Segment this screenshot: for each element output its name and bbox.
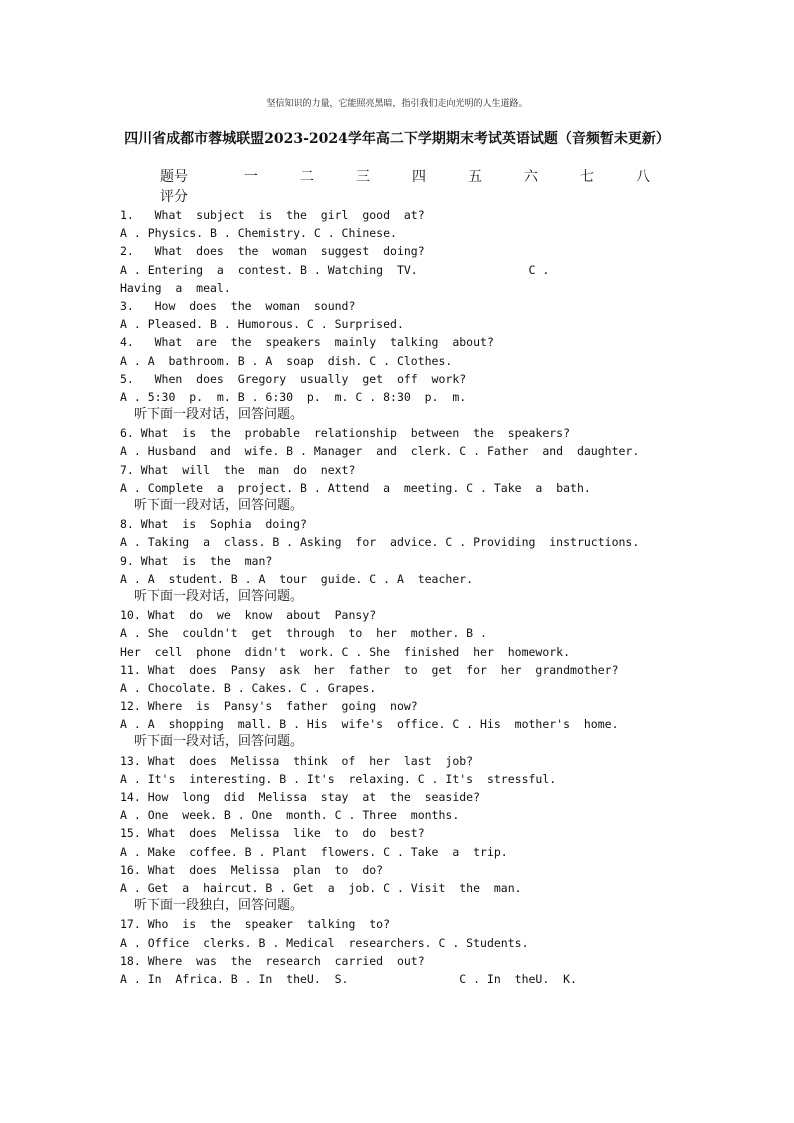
question-body bbox=[120, 206, 720, 988]
score-label-score: 评分 bbox=[160, 189, 188, 205]
question-stem: 14. How long did Melissa stay at the seaside? bbox=[120, 790, 481, 804]
score-col-8: 八 bbox=[636, 169, 650, 185]
score-col-7: 七 bbox=[580, 169, 594, 185]
section-instruction: 听下面一段对话，回答问题。 bbox=[134, 498, 304, 513]
answer-options: A . One week. B . One month. C . Three months. bbox=[120, 808, 460, 823]
answer-options: Her cell phone didn't work. C . She finished her homework. bbox=[120, 644, 571, 659]
score-table-header bbox=[160, 166, 660, 186]
answer-options: Having a meal. bbox=[120, 280, 231, 295]
question-stem: 12. Where is Pansy's father going now? bbox=[120, 699, 418, 714]
answer-options: A . Pleased. B . Humorous. C . Surprised. bbox=[120, 317, 404, 332]
question-stem: 5. When does Gregory usually get off work? bbox=[120, 371, 467, 386]
answer-options: A . Chocolate. B . Cakes. C . Grapes. bbox=[120, 680, 377, 695]
question-stem: 11. What does Pansy ask her father to get for her grandmother? bbox=[120, 662, 619, 677]
question-stem: 8. What is Sophia doing? bbox=[120, 517, 307, 532]
section-instruction: 听下面一段对话，回答问题。 bbox=[134, 407, 304, 423]
score-label-number: 题号 bbox=[160, 169, 188, 185]
answer-options: A . Office clerks. B . Medical researchers. C . Students. bbox=[120, 935, 529, 950]
answer-options: A . Get a haircut. B . Get a job. C . Visit the man. bbox=[120, 880, 522, 895]
score-col-4: 四 bbox=[412, 169, 426, 185]
answer-options: A . A bathroom. B . A soap dish. C . Clothes. bbox=[120, 353, 453, 368]
answer-options: A . Husband and wife. B . Manager and clerk. C . Father and daughter. bbox=[120, 444, 640, 459]
question-stem: 2. What does the woman suggest doing? bbox=[120, 244, 425, 259]
answer-options: A . Complete a project. B . Attend a meeting. C . Take a bath. bbox=[120, 480, 591, 495]
answer-options: A . Taking a class. B . Asking for advice. C . Providing instructions. bbox=[120, 535, 640, 550]
score-col-1: 一 bbox=[244, 169, 258, 185]
question-stem: 13. What does Melissa think of her last job? bbox=[120, 753, 474, 768]
score-col-3: 三 bbox=[356, 169, 370, 185]
motto-line: 坚信知识的力量，它能照亮黑暗，指引我们走向光明的人生道路。 bbox=[266, 99, 528, 109]
answer-options: A . Make coffee. B . Plant flowers. C . Take a trip. bbox=[120, 844, 508, 859]
question-stem: 18. Where was the research carried out? bbox=[120, 953, 425, 968]
section-instruction: 听下面一段对话，回答问题。 bbox=[134, 588, 304, 604]
question-stem: 4. What are the speakers mainly talking about? bbox=[120, 335, 494, 350]
question-stem: 10. What do we know about Pansy? bbox=[120, 608, 377, 623]
score-col-5: 五 bbox=[468, 169, 482, 185]
answer-options: A . A shopping mall. B . His wife's office. C . His mother's home. bbox=[120, 717, 619, 732]
question-stem: 3. How does the woman sound? bbox=[120, 298, 356, 313]
question-stem: 17. Who is the speaker talking to? bbox=[120, 917, 391, 932]
question-stem: 9. What is the man? bbox=[120, 553, 273, 568]
answer-options: A . A student. B . A tour guide. C . A teacher. bbox=[120, 571, 474, 586]
answer-options: A . 5:30 p. m. B . 6:30 p. m. C . 8:30 p. m. bbox=[120, 389, 467, 404]
score-col-2: 二 bbox=[300, 169, 314, 185]
question-stem: 15. What does Melissa like to do best? bbox=[120, 826, 425, 841]
answer-options: A . In Africa. B . In theU. S. C . In theU. K. bbox=[120, 971, 577, 986]
answer-options: A . She couldn't get through to her mother. B . bbox=[120, 626, 487, 641]
section-instruction: 听下面一段对话，回答问题。 bbox=[134, 734, 304, 750]
section-instruction: 听下面一段独白，回答问题。 bbox=[134, 898, 304, 914]
exam-title: 四川省成都市蓉城联盟2023-2024学年高二下学期期末考试英语试题（音频暂未更新） bbox=[124, 131, 670, 147]
question-stem: 16. What does Melissa plan to do? bbox=[120, 862, 384, 877]
answer-options: A . Physics. B . Chemistry. C . Chinese. bbox=[120, 226, 397, 241]
question-stem: 6. What is the probable relationship between the speakers? bbox=[120, 426, 571, 441]
answer-options: A . It's interesting. B . It's relaxing. C . It's stressful. bbox=[120, 771, 557, 786]
score-col-6: 六 bbox=[524, 169, 538, 185]
answer-options: A . Entering a contest. B . Watching TV. C . bbox=[120, 262, 550, 277]
question-stem: 7. What will the man do next? bbox=[120, 462, 356, 477]
question-stem: 1. What subject is the girl good at? bbox=[120, 208, 425, 222]
